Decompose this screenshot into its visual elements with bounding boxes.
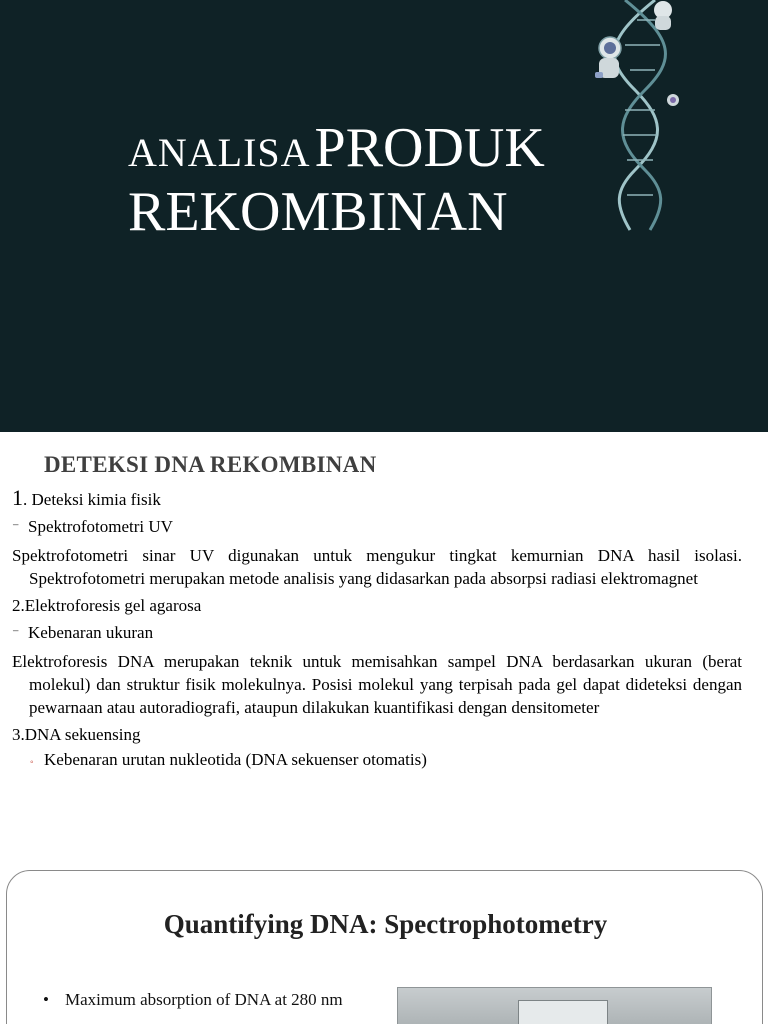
item-3-title: 3.DNA sekuensing [12,725,141,744]
small-astronaut-icon [667,94,679,106]
item-1-sub-text: Spektrofotometri UV [28,517,173,536]
bullet-dot-icon: • [43,990,49,1009]
astronaut-top-icon [654,1,672,30]
title-word-analisa: ANALISA [128,130,311,175]
title-word-rekombinan: REKOMBINAN [128,181,508,243]
item-1-number: 1 [12,485,23,510]
slide-heading: DETEKSI DNA REKOMBINAN [44,452,377,477]
device-panel [518,1000,608,1024]
title-slide [0,0,768,432]
item-1-label: . Deteksi kimia fisik [23,490,161,509]
dash-bullet-icon: ⁻ [12,627,20,642]
slide-title: Quantifying DNA: Spectrophotometry [163,909,608,939]
bullet-text: Maximum absorption of DNA at 280 nm [65,990,343,1009]
item-2-sub-text: Kebenaran ukuran [28,623,154,642]
title-word-produk: PRODUK [314,117,545,179]
item-1-title [12,486,742,511]
astronaut-icon [595,37,621,78]
item-1-sub [12,515,742,540]
item-3-sub-text: Kebenaran urutan nukleotida (DNA sekuenser otomatis) [44,750,427,769]
dna-detection-slide [0,432,768,862]
item-2-paragraph: Elektroforesis DNA merupakan teknik untuk memisahkan sampel DNA berdasarkan ukuran (berat molekul) dan struktur fisik molekulnya. Posisi molekul yang terpisah pada gel dapat dideteksi dengan pewarnaan atau autoradiografi, ataupun dilakukan kuantifikasi dengan densitometer [12,652,742,717]
circle-bullet-icon: ◦ [30,757,34,768]
slide-title [128,117,545,243]
item-1-paragraph: Spektrofotometri sinar UV digunakan untuk mengukur tingkat kemurnian DNA hasil isolasi. Spektrofotometri merupakan metode analisis yang didasarkan pada absorpsi radiasi elektromagnet [12,546,742,588]
bullet-item [43,989,373,1011]
item-2-title: 2.Elektroforesis gel agarosa [12,596,202,615]
slide-body [12,486,742,774]
quantifying-dna-slide [6,870,763,1024]
item-2-sub [12,621,742,646]
dna-helix-icon [615,0,666,230]
item-3-sub [12,748,742,774]
spectrophotometer-photo [397,987,712,1024]
dash-bullet-icon: ⁻ [12,521,20,536]
dna-helix-illustration [585,0,695,232]
